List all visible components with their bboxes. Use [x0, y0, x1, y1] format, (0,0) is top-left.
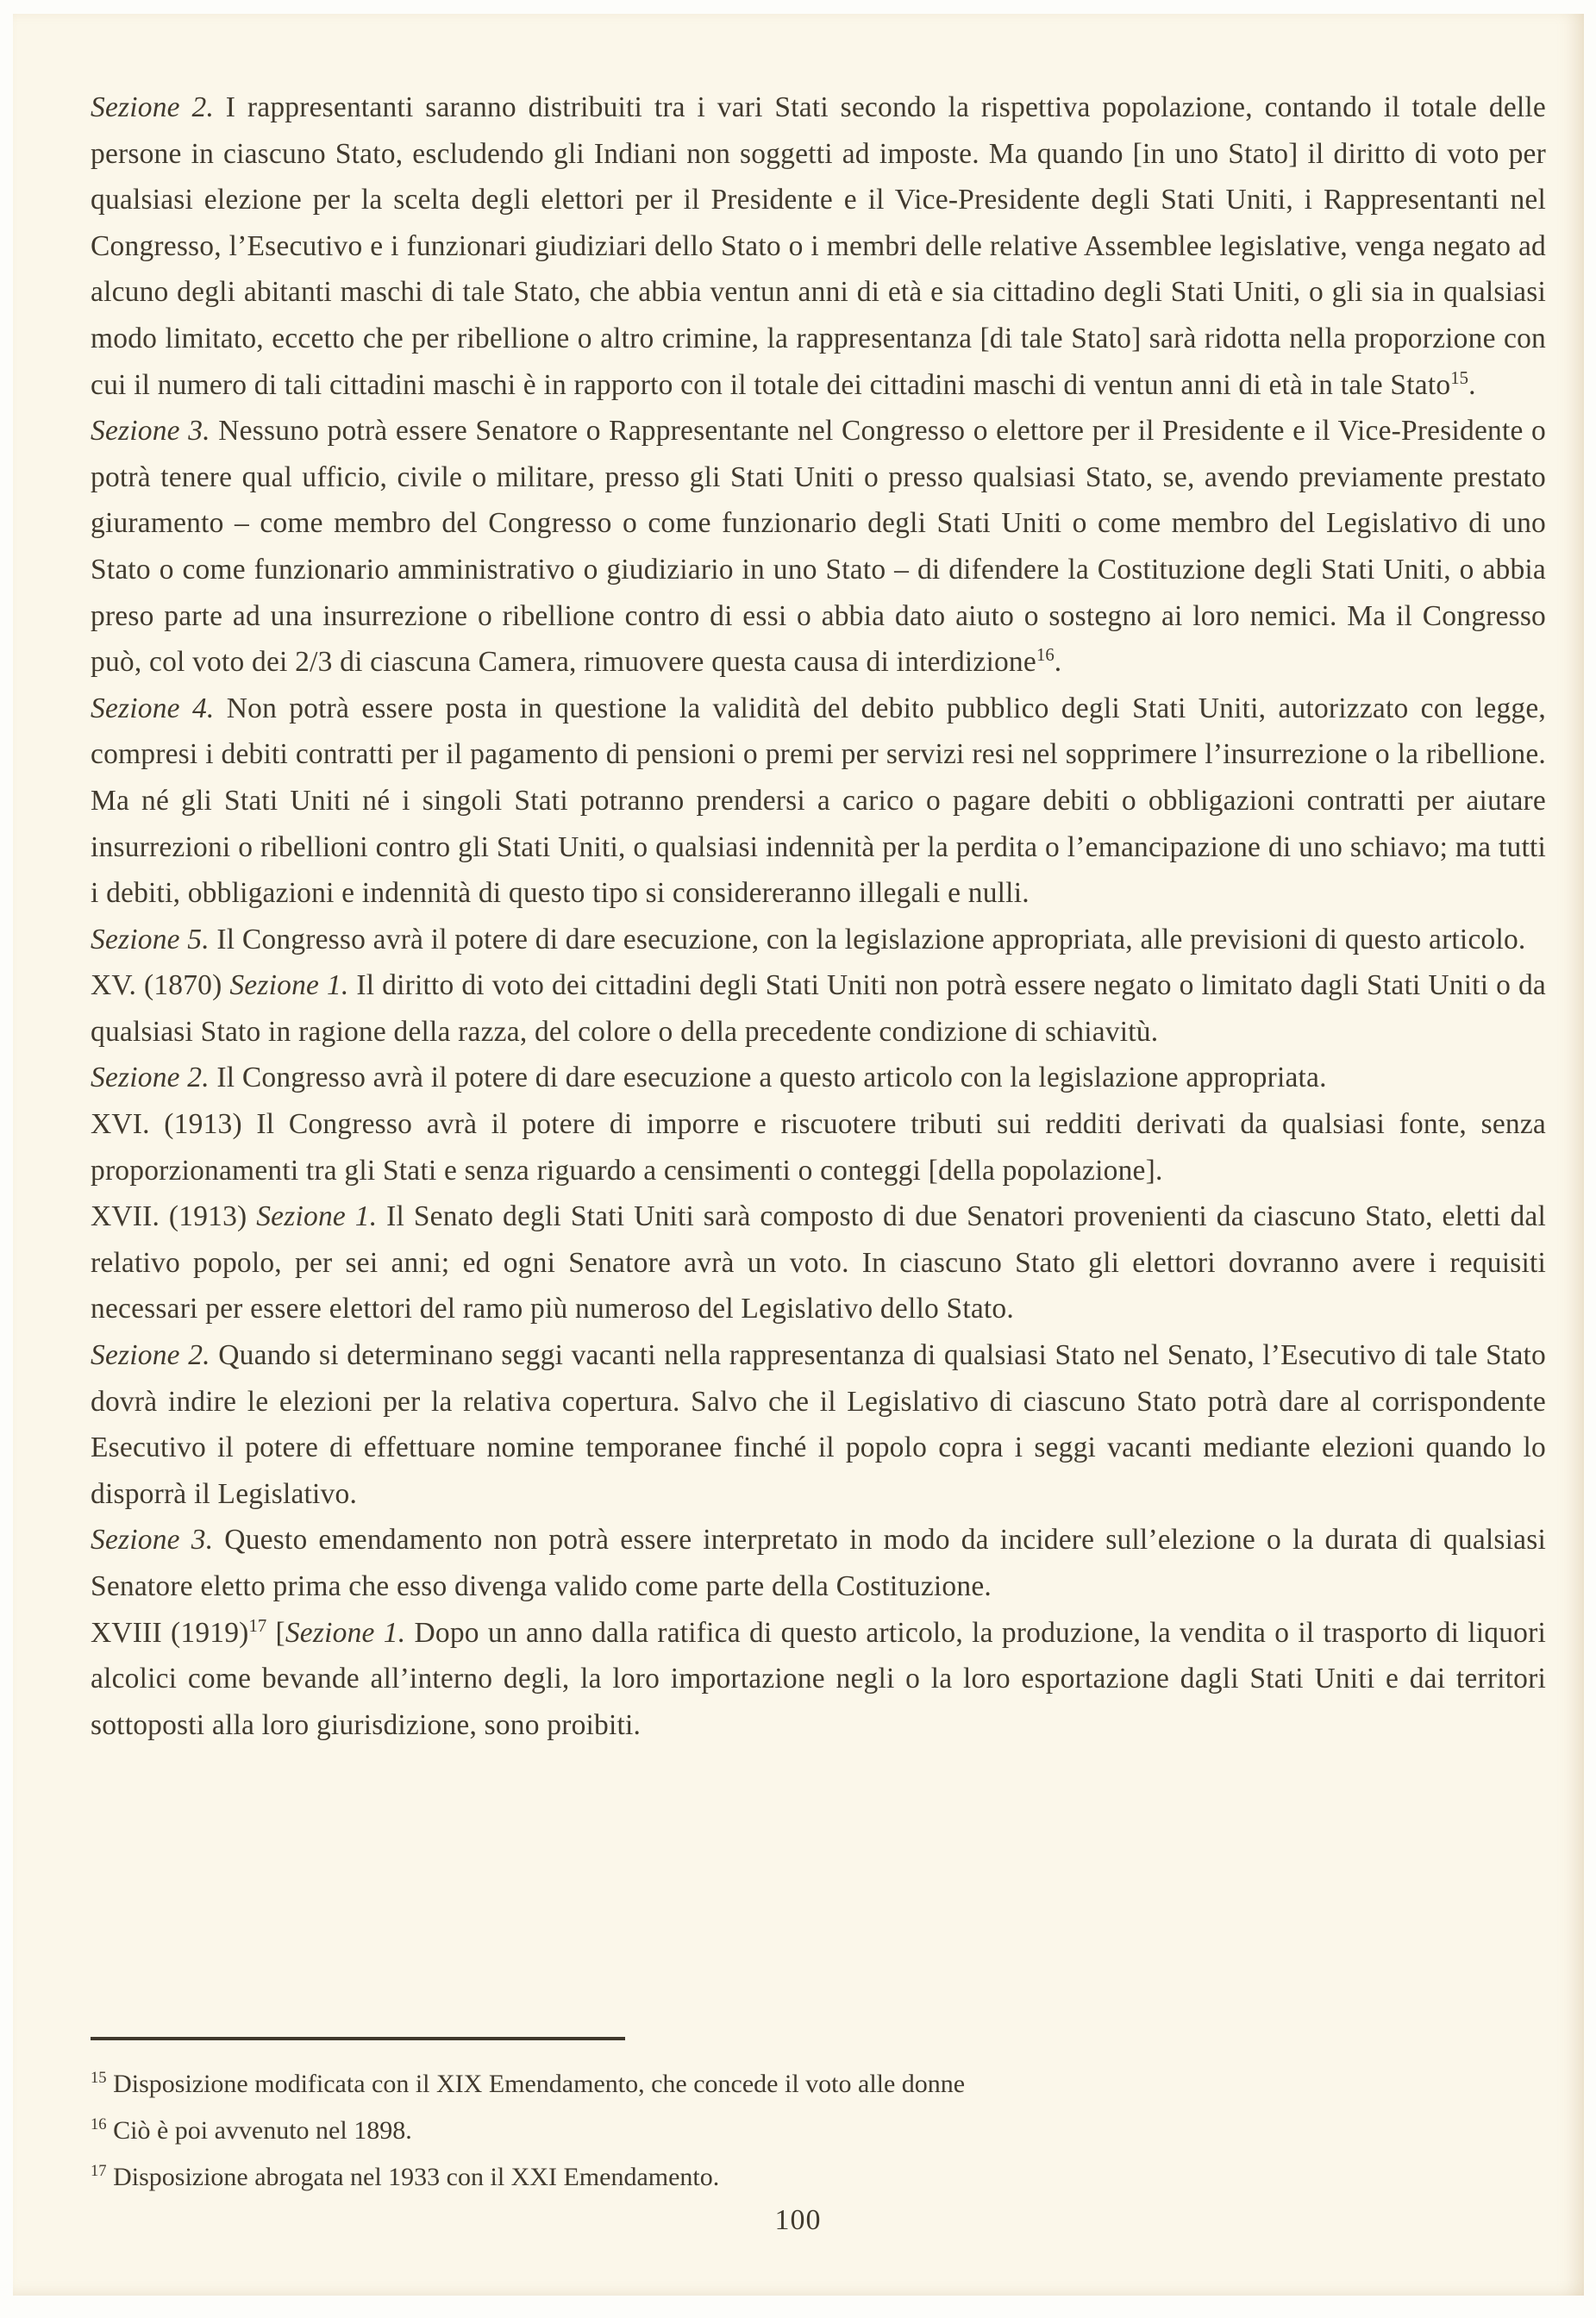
text-segment: Sezione 3.	[91, 415, 210, 448]
text-segment: Non potrà essere posta in questione la validità del debito pubblico degli Stati Uniti, autorizzato con legge, compresi i debiti contratti per il pagamento di pensioni o premi per servizi resi nel sopprimere l’insurrezione o la ribellione. Ma né gli Stati Uniti né i singoli Stati potranno prendersi a carico o pagare debiti o obbligazioni contratti per aiutare insurrezioni o ribellioni contro gli Stati Uniti, o qualsiasi indennità per la perdita o l’emancipazione di uno schiavo; ma tutti i debiti, obbligazioni e indennità di questo tipo si considereranno illegali e nulli.	[91, 692, 1546, 910]
footnotes-section	[91, 2037, 1546, 2201]
text-segment: .	[1468, 368, 1476, 401]
text-segment: Dopo un anno dalla ratifica di questo articolo, la produzione, la vendita o il trasporto di liquori alcolici come bevande all’interno degli, la loro importazione negli o la loro esportazione dagli Stati Uniti e dai territori sottoposti alla loro giurisdizione, sono proibiti.	[91, 1616, 1546, 1741]
text-segment: XVIII (1919)	[91, 1616, 249, 1649]
amendment-xvi	[91, 1101, 1546, 1193]
page-number: 100	[774, 2204, 822, 2236]
text-segment: Sezione 5.	[91, 923, 210, 955]
text-segment: Sezione 2.	[91, 1339, 210, 1372]
amendment-xvii-sezione-1	[91, 1193, 1546, 1332]
text-segment: XVI. (1913) Il Congresso avrà il potere di imporre e riscuotere tributi sui redditi derivati da qualsiasi fonte, senza proporzionamenti tra gli Stati e senza riguardo a censimenti o conteggi [della popolazione].	[91, 1108, 1546, 1187]
footnotes-list	[91, 2061, 1546, 2201]
footnote-text: Ciò è poi avvenuto nel 1898.	[106, 2116, 412, 2145]
text-segment: Sezione 2.	[91, 91, 215, 123]
text-segment: Questo emendamento non potrà essere interpretato in modo da incidere sull’elezione o la durata di qualsiasi Senatore eletto prima che esso divenga valido come parte della Costituzione.	[91, 1524, 1546, 1602]
footnote-text: Disposizione abrogata nel 1933 con il XXI Emendamento.	[106, 2163, 720, 2191]
text-segment: Quando si determinano seggi vacanti nella rappresentanza di qualsiasi Stato nel Senato, l’Esecutivo di tale Stato dovrà indire le elezioni per la relativa copertura. Salvo che il Legislativo di ciascuno Stato potrà dare al corrispondente Esecutivo il potere di effettuare nomine temporanee finché il popolo copra i seggi vacanti mediante elezioni quando lo disporrà il Legislativo.	[91, 1339, 1546, 1510]
footnote-reference: 15	[1450, 367, 1469, 388]
amendment-xv-sezione-1	[91, 962, 1546, 1055]
text-segment: Il diritto di voto dei cittadini degli Stati Uniti non potrà essere negato o limitato dagli Stati Uniti o da qualsiasi Stato in ragione della razza, del colore o della precedente condizione di schiavitù.	[91, 969, 1546, 1048]
text-segment: Sezione 4.	[91, 692, 215, 724]
text-segment: [	[266, 1616, 285, 1649]
text-segment: Nessuno potrà essere Senatore o Rappresentante nel Congresso o elettore per il Presidente e il Vice-Presidente o potrà tenere qual ufficio, civile o militare, presso gli Stati Uniti o presso qualsiasi Stato, se, avendo previamente prestato giuramento – come membro del Congresso o come funzionario degli Stati Uniti o come membro del Legislativo di uno Stato o come funzionario amministrativo o giudiziario in uno Stato – di difendere la Costituzione degli Stati Uniti, o abbia preso parte ad una insurrezione o ribellione contro di essi o abbia dato aiuto o sostegno ai loro nemici. Ma il Congresso può, col voto dei 2/3 di ciascuna Camera, rimuovere questa causa di interdizione	[91, 415, 1546, 679]
text-segment: Il Senato degli Stati Uniti sarà composto di due Senatori provenienti da ciascuno Stato, eletti dal relativo popolo, per sei anni; ed ogni Senatore avrà un voto. In ciascuno Stato gli elettori dovranno avere i requisiti necessari per essere elettori del ramo più numeroso del Legislativo dello Stato.	[91, 1200, 1546, 1325]
amendment-xiv-sezione-5	[91, 917, 1546, 963]
body-text	[91, 85, 1546, 1748]
amendment-xiv-sezione-3	[91, 408, 1546, 686]
text-segment: Sezione 2.	[91, 1062, 210, 1094]
text-segment: XVII. (1913)	[91, 1200, 257, 1233]
text-segment: Il Congresso avrà il potere di dare esecuzione, con la legislazione appropriata, alle previsioni di questo articolo.	[209, 923, 1526, 955]
text-segment: XV. (1870)	[91, 969, 230, 1002]
footnote-marker: 17	[91, 2162, 107, 2180]
footnote-15	[91, 2061, 1546, 2108]
amendment-xviii-sezione-1	[91, 1610, 1546, 1749]
footnote-reference: 17	[248, 1615, 267, 1636]
amendment-xvii-sezione-2	[91, 1332, 1546, 1517]
scanned-page	[13, 14, 1584, 2296]
text-segment: Il Congresso avrà il potere di dare esecuzione a questo articolo con la legislazione appropriata.	[209, 1062, 1327, 1094]
amendment-xiv-sezione-2	[91, 85, 1546, 408]
amendment-xiv-sezione-4	[91, 686, 1546, 917]
text-segment: Sezione 1.	[229, 969, 349, 1002]
text-segment: .	[1054, 646, 1062, 679]
text-segment: Sezione 1.	[256, 1200, 378, 1233]
footnote-17	[91, 2154, 1546, 2201]
amendment-xv-sezione-2	[91, 1055, 1546, 1101]
text-segment: Sezione 1.	[285, 1616, 406, 1649]
amendment-xvii-sezione-3	[91, 1517, 1546, 1609]
footnote-marker: 16	[91, 2115, 107, 2133]
footnote-text: Disposizione modificata con il XIX Emendamento, che concede il voto alle donne	[106, 2070, 966, 2098]
text-segment: Sezione 3.	[91, 1524, 214, 1557]
footnote-16	[91, 2108, 1546, 2154]
footnote-reference: 16	[1036, 644, 1055, 665]
footnote-marker: 15	[91, 2069, 107, 2087]
text-segment: I rappresentanti saranno distribuiti tra i vari Stati secondo la rispettiva popolazione, contando il totale delle persone in ciascuno Stato, escludendo gli Indiani non soggetti ad imposte. Ma quando [in uno Stato] il diritto di voto per qualsiasi elezione per la scelta degli elettori per il Presidente e il Vice-Presidente degli Stati Uniti, i Rappresentanti nel Congresso, l’Esecutivo e i funzionari giudiziari dello Stato o i membri delle relative Assemblee legislative, venga negato ad alcuno degli abitanti maschi di tale Stato, che abbia ventun anni di età e sia cittadino degli Stati Uniti, o gli sia in qualsiasi modo limitato, eccetto che per ribellione o altro crimine, la rappresentanza [di tale Stato] sarà ridotta nella proporzione con cui il numero di tali cittadini maschi è in rapporto con il totale dei cittadini maschi di ventun anni di età in tale Stato	[91, 91, 1546, 401]
footnote-rule	[91, 2037, 625, 2040]
